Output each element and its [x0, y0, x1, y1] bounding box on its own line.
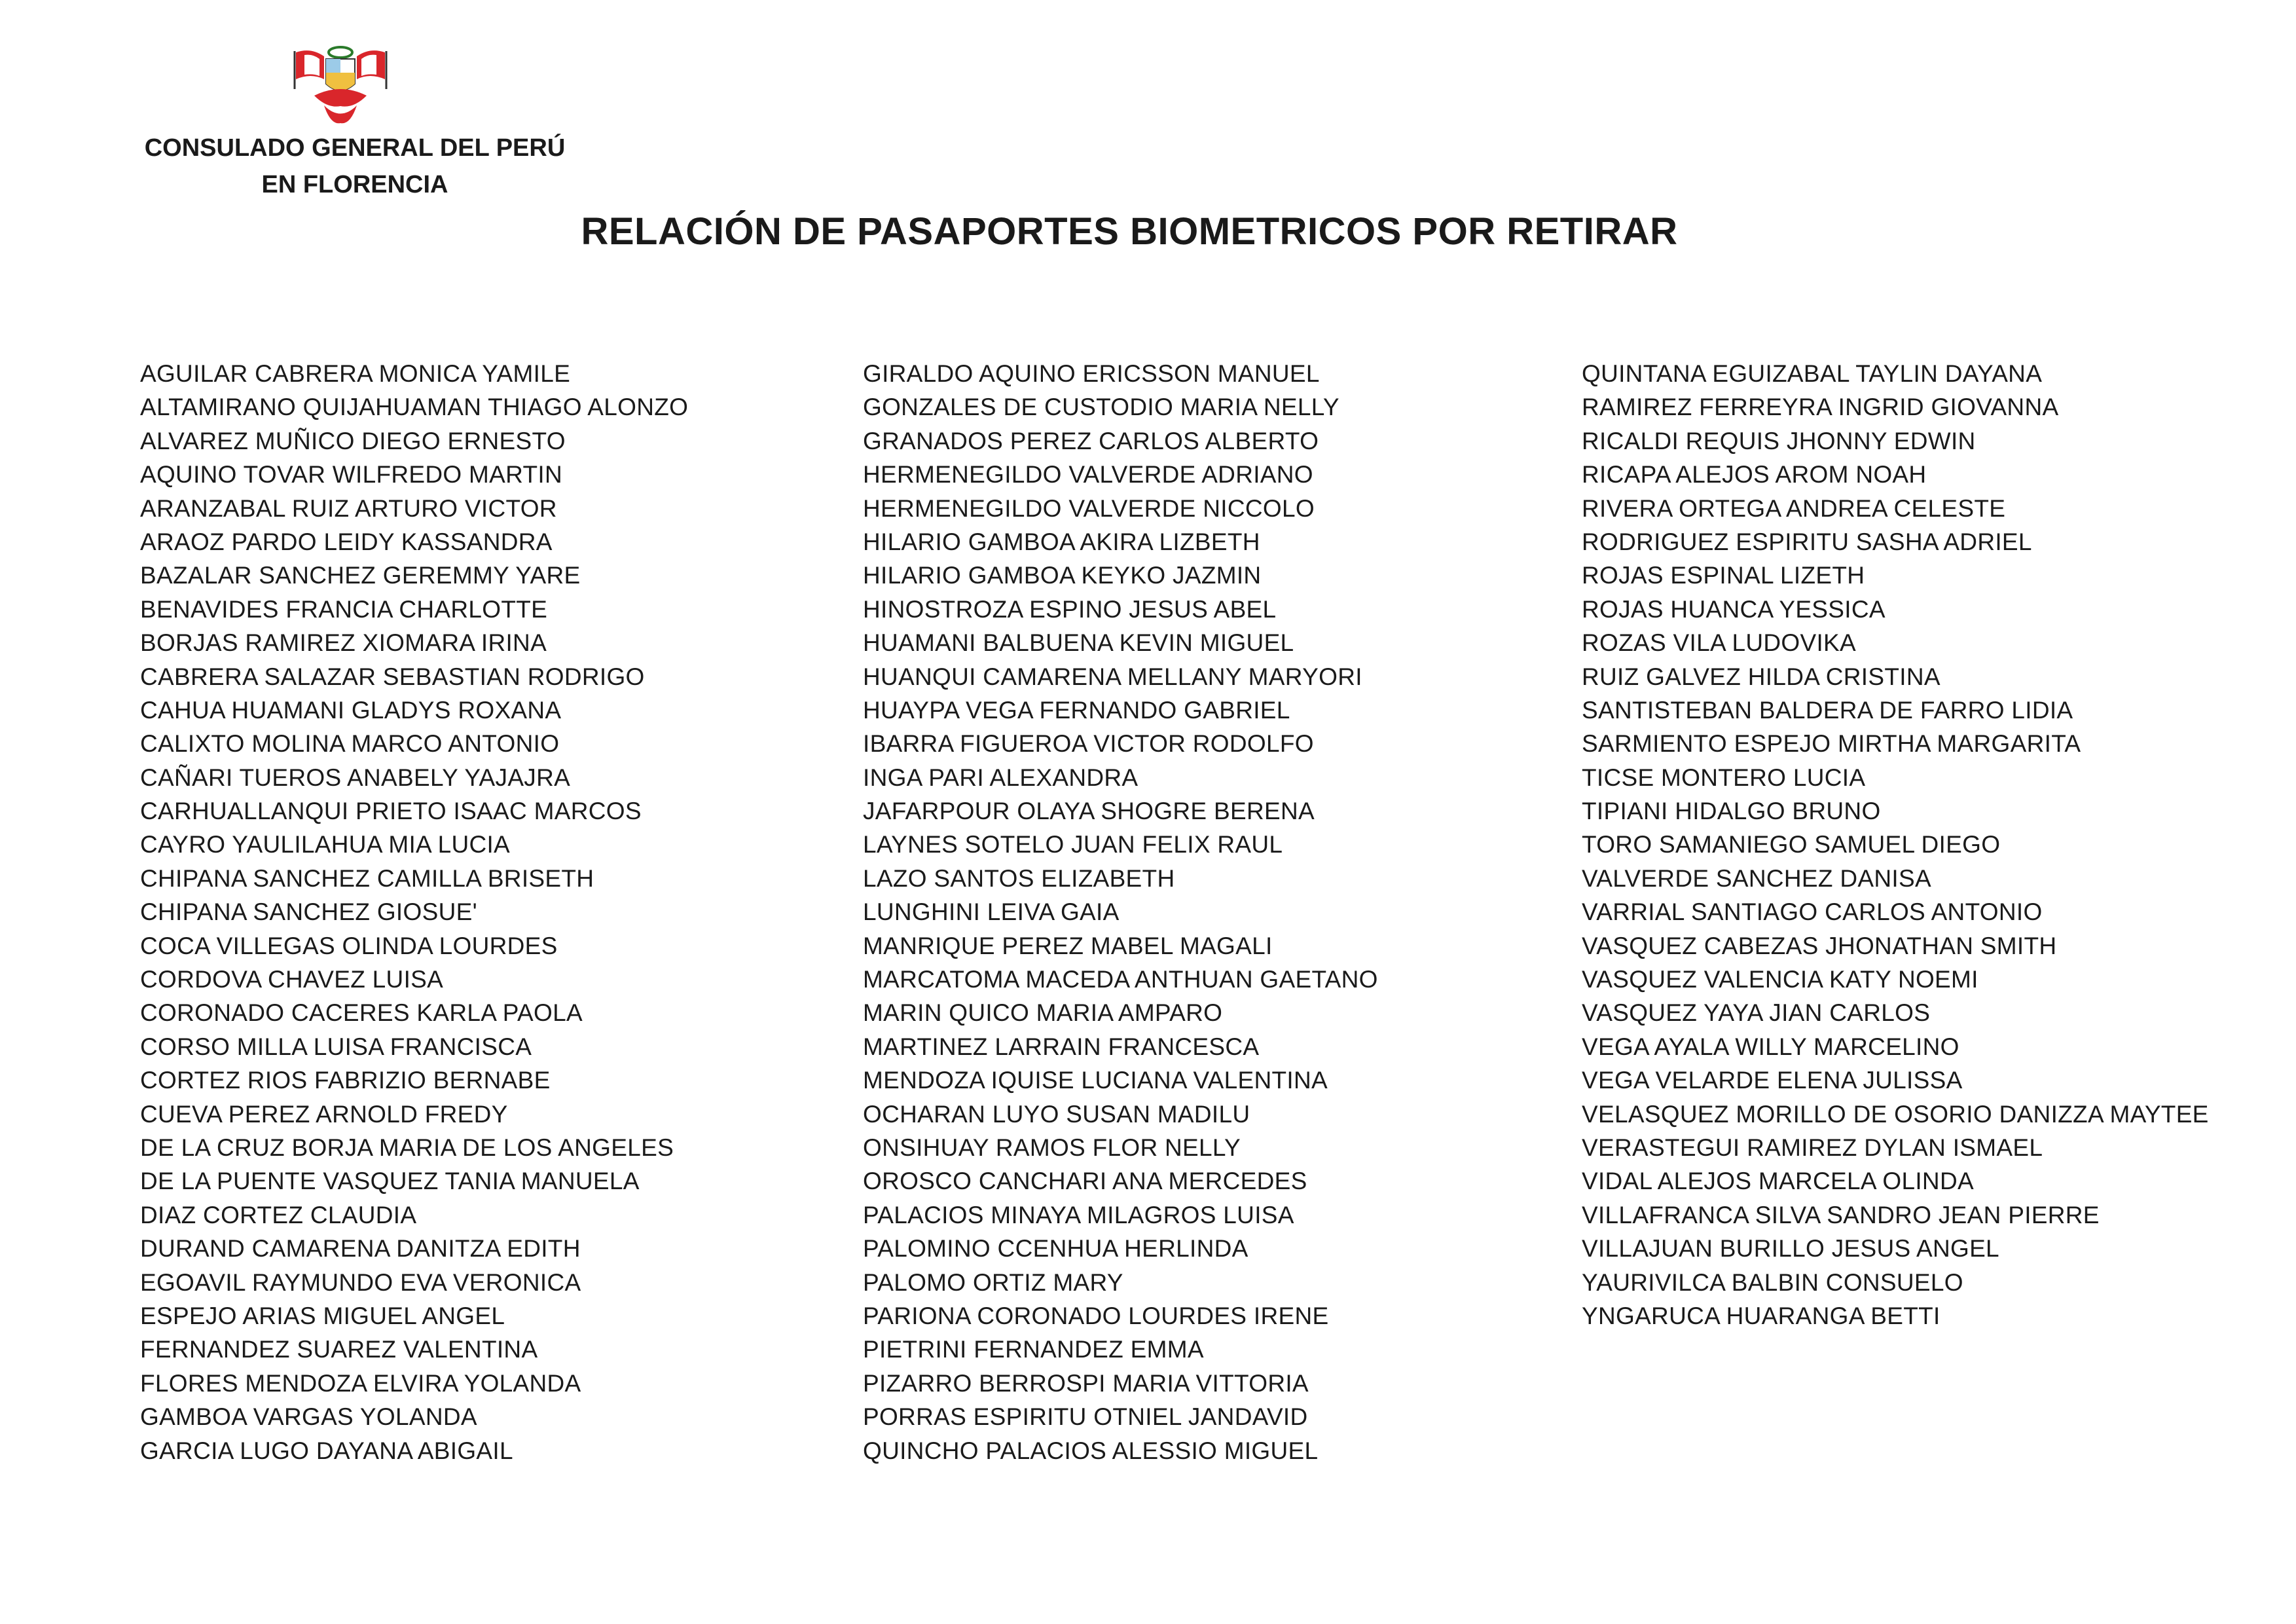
name-list-item: AQUINO TOVAR WILFREDO MARTIN [140, 461, 563, 489]
name-list-item: CALIXTO MOLINA MARCO ANTONIO [140, 730, 560, 758]
name-list-item: SARMIENTO ESPEJO MIRTHA MARGARITA [1582, 730, 2081, 758]
names-column-3 [1582, 357, 2209, 1333]
name-list-item: DURAND CAMARENA DANITZA EDITH [140, 1235, 581, 1263]
name-list-item: DE LA PUENTE VASQUEZ TANIA MANUELA [140, 1168, 640, 1195]
name-list-item: YNGARUCA HUARANGA BETTI [1582, 1302, 1941, 1329]
name-list-item: CABRERA SALAZAR SEBASTIAN RODRIGO [140, 663, 645, 690]
name-list-item: VASQUEZ CABEZAS JHONATHAN SMITH [1582, 932, 2057, 959]
name-list-item: ONSIHUAY RAMOS FLOR NELLY [863, 1134, 1241, 1161]
name-list-item: CAHUA HUAMANI GLADYS ROXANA [140, 696, 562, 724]
names-column-2 [863, 357, 1378, 1467]
name-list-item: OROSCO CANCHARI ANA MERCEDES [863, 1168, 1307, 1195]
name-list-item: PIETRINI FERNANDEZ EMMA [863, 1336, 1204, 1363]
name-list-item: VILLAJUAN BURILLO JESUS ANGEL [1582, 1235, 1999, 1263]
name-list-item: GARCIA LUGO DAYANA ABIGAIL [140, 1437, 513, 1464]
name-list-item: MARCATOMA MACEDA ANTHUAN GAETANO [863, 966, 1378, 993]
name-list-item: HERMENEGILDO VALVERDE ADRIANO [863, 461, 1313, 489]
name-list-item: ARANZABAL RUIZ ARTURO VICTOR [140, 494, 557, 522]
name-list-item: PALOMO ORTIZ MARY [863, 1268, 1123, 1296]
name-list-item: HUAMANI BALBUENA KEVIN MIGUEL [863, 629, 1294, 657]
consulate-line-2: EN FLORENCIA [261, 171, 448, 198]
name-list-item: ROJAS ESPINAL LIZETH [1582, 562, 1865, 589]
name-list-item: SANTISTEBAN BALDERA DE FARRO LIDIA [1582, 696, 2073, 724]
name-list-item: MENDOZA IQUISE LUCIANA VALENTINA [863, 1067, 1328, 1094]
name-list-item: COCA VILLEGAS OLINDA LOURDES [140, 932, 558, 959]
name-list-item: PARIONA CORONADO LOURDES IRENE [863, 1302, 1329, 1329]
name-list-item: PIZARRO BERROSPI MARIA VITTORIA [863, 1369, 1309, 1397]
name-list-item: YAURIVILCA BALBIN CONSUELO [1582, 1268, 1963, 1296]
name-list-item: PALACIOS MINAYA MILAGROS LUISA [863, 1201, 1294, 1228]
name-list-item: GIRALDO AQUINO ERICSSON MANUEL [863, 360, 1320, 387]
name-list-item: CORTEZ RIOS FABRIZIO BERNABE [140, 1067, 551, 1094]
page-title: RELACIÓN DE PASAPORTES BIOMETRICOS POR RETIRAR [581, 210, 1678, 253]
name-list-item: GONZALES DE CUSTODIO MARIA NELLY [863, 394, 1339, 421]
name-list-item: FERNANDEZ SUAREZ VALENTINA [140, 1336, 538, 1363]
name-list-item: CAYRO YAULILAHUA MIA LUCIA [140, 831, 511, 858]
name-list-item: TIPIANI HIDALGO BRUNO [1582, 798, 1881, 825]
consulate-name [131, 130, 579, 203]
name-list-item: CORDOVA CHAVEZ LUISA [140, 966, 444, 993]
name-list-item: HILARIO GAMBOA AKIRA LIZBETH [863, 528, 1260, 555]
name-list-item: HILARIO GAMBOA KEYKO JAZMIN [863, 562, 1262, 589]
name-list-item: VARRIAL SANTIAGO CARLOS ANTONIO [1582, 898, 2043, 926]
name-list-item: CORSO MILLA LUISA FRANCISCA [140, 1033, 532, 1060]
name-list-item: HERMENEGILDO VALVERDE NICCOLO [863, 494, 1315, 522]
name-list-item: CUEVA PEREZ ARNOLD FREDY [140, 1100, 508, 1128]
name-list-item: BAZALAR SANCHEZ GEREMMY YARE [140, 562, 581, 589]
name-list-item: CHIPANA SANCHEZ CAMILLA BRISETH [140, 864, 594, 892]
name-list-item: CORONADO CACERES KARLA PAOLA [140, 999, 583, 1027]
name-list-item: VELASQUEZ MORILLO DE OSORIO DANIZZA MAYTEE [1582, 1100, 2209, 1128]
names-column-1 [140, 357, 688, 1467]
name-list-item: PORRAS ESPIRITU OTNIEL JANDAVID [863, 1403, 1308, 1431]
name-list-item: LUNGHINI LEIVA GAIA [863, 898, 1120, 926]
name-list-item: RIVERA ORTEGA ANDREA CELESTE [1582, 494, 2006, 522]
name-list-item: EGOAVIL RAYMUNDO EVA VERONICA [140, 1268, 581, 1296]
name-list-item: TORO SAMANIEGO SAMUEL DIEGO [1582, 831, 2001, 858]
name-list-item: RICAPA ALEJOS AROM NOAH [1582, 461, 1927, 489]
name-list-item: QUINCHO PALACIOS ALESSIO MIGUEL [863, 1437, 1319, 1464]
name-list-item: ROJAS HUANCA YESSICA [1582, 595, 1886, 623]
name-list-item: BORJAS RAMIREZ XIOMARA IRINA [140, 629, 547, 657]
name-list-item: RUIZ GALVEZ HILDA CRISTINA [1582, 663, 1941, 690]
name-list-item: ALTAMIRANO QUIJAHUAMAN THIAGO ALONZO [140, 394, 689, 421]
name-list-item: IBARRA FIGUEROA VICTOR RODOLFO [863, 730, 1314, 758]
name-list-item: RICALDI REQUIS JHONNY EDWIN [1582, 427, 1976, 454]
name-list-item: CARHUALLANQUI PRIETO ISAAC MARCOS [140, 798, 642, 825]
name-list-item: HINOSTROZA ESPINO JESUS ABEL [863, 595, 1277, 623]
name-list-item: GAMBOA VARGAS YOLANDA [140, 1403, 477, 1431]
name-list-item: VEGA AYALA WILLY MARCELINO [1582, 1033, 1959, 1060]
name-list-item: FLORES MENDOZA ELVIRA YOLANDA [140, 1369, 581, 1397]
consulate-line-1: CONSULADO GENERAL DEL PERÚ [144, 134, 566, 162]
name-list-item: VERASTEGUI RAMIREZ DYLAN ISMAEL [1582, 1134, 2043, 1161]
name-list-item: DIAZ CORTEZ CLAUDIA [140, 1201, 417, 1228]
name-list-item: VASQUEZ VALENCIA KATY NOEMI [1582, 966, 1978, 993]
name-list-item: LAYNES SOTELO JUAN FELIX RAUL [863, 831, 1283, 858]
name-list-item: RODRIGUEZ ESPIRITU SASHA ADRIEL [1582, 528, 2032, 555]
name-list-item: RAMIREZ FERREYRA INGRID GIOVANNA [1582, 394, 2059, 421]
name-list-item: VIDAL ALEJOS MARCELA OLINDA [1582, 1168, 1974, 1195]
name-list-item: HUANQUI CAMARENA MELLANY MARYORI [863, 663, 1362, 690]
name-list-item: GRANADOS PEREZ CARLOS ALBERTO [863, 427, 1319, 454]
name-list-item: ALVAREZ MUÑICO DIEGO ERNESTO [140, 427, 566, 454]
name-list-item: MANRIQUE PEREZ MABEL MAGALI [863, 932, 1273, 959]
name-list-item: DE LA CRUZ BORJA MARIA DE LOS ANGELES [140, 1134, 674, 1161]
name-list-item: VILLAFRANCA SILVA SANDRO JEAN PIERRE [1582, 1201, 2100, 1228]
name-list-item: VEGA VELARDE ELENA JULISSA [1582, 1067, 1963, 1094]
name-list-item: QUINTANA EGUIZABAL TAYLIN DAYANA [1582, 360, 2043, 387]
name-list-item: TICSE MONTERO LUCIA [1582, 764, 1866, 791]
name-list-item: OCHARAN LUYO SUSAN MADILU [863, 1100, 1250, 1128]
name-list-item: INGA PARI ALEXANDRA [863, 764, 1139, 791]
name-list-item: CHIPANA SANCHEZ GIOSUE' [140, 898, 477, 926]
name-list-item: MARTINEZ LARRAIN FRANCESCA [863, 1033, 1260, 1060]
name-list-item: AGUILAR CABRERA MONICA YAMILE [140, 360, 571, 387]
name-list-item: BENAVIDES FRANCIA CHARLOTTE [140, 595, 548, 623]
name-list-item: VASQUEZ YAYA JIAN CARLOS [1582, 999, 1931, 1027]
name-list-item: MARIN QUICO MARIA AMPARO [863, 999, 1223, 1027]
peru-coat-of-arms-icon [288, 43, 393, 128]
name-list-item: ROZAS VILA LUDOVIKA [1582, 629, 1857, 657]
name-list-item: HUAYPA VEGA FERNANDO GABRIEL [863, 696, 1290, 724]
name-list-item: JAFARPOUR OLAYA SHOGRE BERENA [863, 798, 1315, 825]
name-list-item: CAÑARI TUEROS ANABELY YAJAJRA [140, 764, 571, 791]
name-list-item: LAZO SANTOS ELIZABETH [863, 864, 1175, 892]
name-list-item: PALOMINO CCENHUA HERLINDA [863, 1235, 1248, 1263]
name-list-item: ESPEJO ARIAS MIGUEL ANGEL [140, 1302, 505, 1329]
name-list-item: VALVERDE SANCHEZ DANISA [1582, 864, 1931, 892]
name-list-item: ARAOZ PARDO LEIDY KASSANDRA [140, 528, 553, 555]
